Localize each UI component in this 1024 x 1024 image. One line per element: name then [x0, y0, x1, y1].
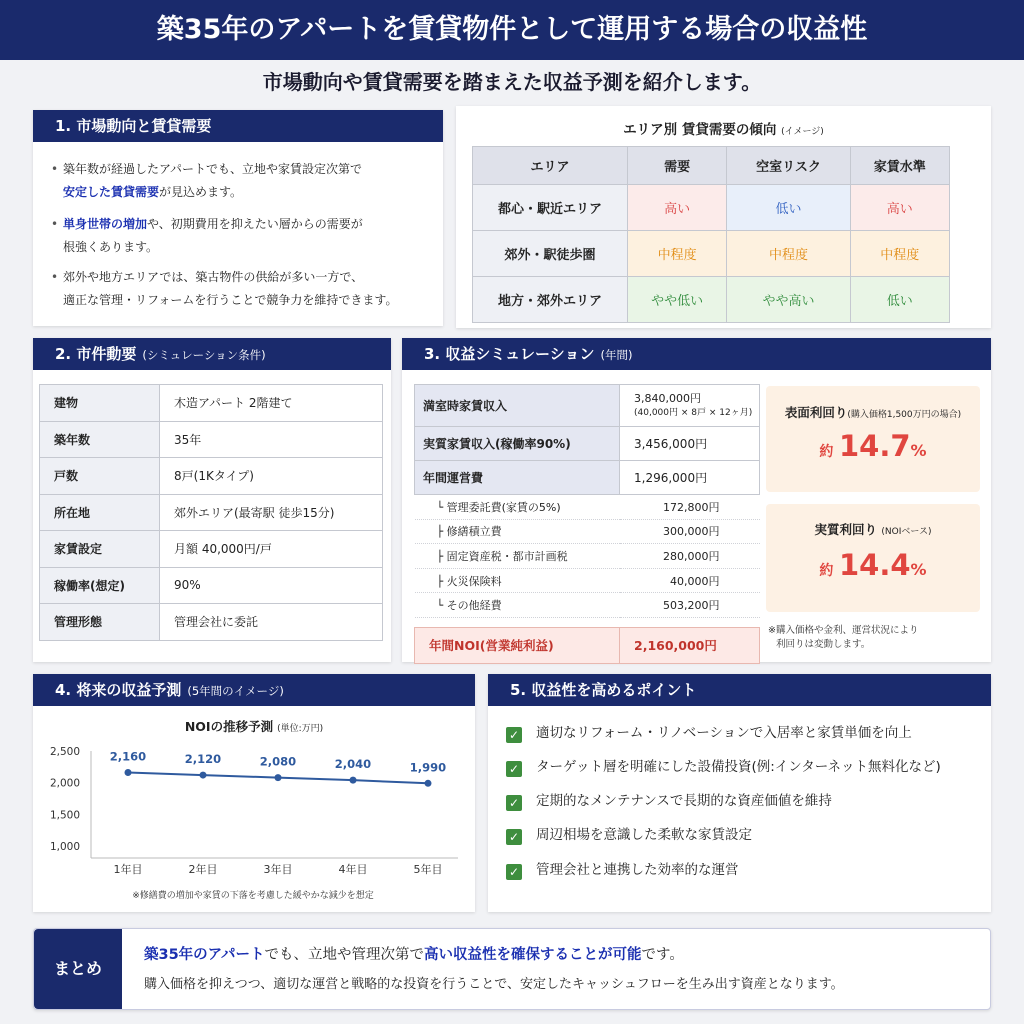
- check-icon: ✓: [506, 829, 522, 845]
- noi-row: 年間NOI(営業純利益) 2,160,000円: [415, 627, 760, 663]
- section-forecast-heading: 4. 将来の収益予測 (5年間のイメージ): [33, 674, 475, 706]
- x-tick-label: 1年目: [113, 863, 143, 876]
- x-tick-label: 5年目: [413, 863, 443, 876]
- table-row: 満室時家賃収入 3,840,000円 (40,000円 × 8戸 × 12ヶ月): [415, 385, 760, 427]
- y-tick-label: 1,000: [49, 841, 80, 853]
- chart-title: NOIの推移予測 (単位:万円): [184, 719, 324, 734]
- highlight-stable-demand: 安定した賃貸需要: [63, 185, 160, 199]
- section-points-heading: 5. 収益性を高めるポイント: [488, 674, 991, 706]
- list-item: ✓ 適切なリフォーム・リノベーションで入居率と家賃単価を向上: [506, 721, 912, 743]
- yield-footnote: ※購入価格や金利、運営状況により 利回りは変動します。: [768, 625, 919, 650]
- x-tick-label: 3年目: [263, 863, 293, 876]
- check-icon: ✓: [506, 795, 522, 811]
- list-item: ✓ ターゲット層を明確にした設備投資(例:インターネット無料化など): [506, 755, 941, 777]
- section-simulation: [402, 338, 991, 662]
- summary-line-2: 購入価格を抑えつつ、適切な運営と戦略的な投資を行うことで、安定したキャッシュフローを生み出す資産となります。: [144, 977, 844, 992]
- table-row: 実質家賃収入(稼働率90%) 3,456,000円: [415, 427, 760, 461]
- table-row: ├ 修繕積立費 300,000円: [415, 519, 760, 544]
- section-simulation-heading: 3. 収益シミュレーション (年間): [402, 338, 991, 370]
- data-point: [275, 774, 282, 781]
- data-point: [200, 772, 207, 779]
- chart-note: ※修繕費の増加や家賃の下落を考慮した緩やかな減少を想定: [132, 891, 374, 901]
- data-point: [425, 780, 432, 787]
- table-row: ├ 火災保険料 40,000円: [415, 568, 760, 593]
- list-item: ✓ 周辺相場を意識した柔軟な家賃設定: [506, 823, 752, 845]
- check-icon: ✓: [506, 727, 522, 743]
- demand-table: [472, 146, 950, 323]
- table-row: 年間運営費 1,296,000円: [415, 461, 760, 495]
- x-tick-label: 2年目: [188, 863, 218, 876]
- net-yield-value: 約 14.4%: [819, 548, 927, 582]
- table-row: 郊外・駅徒歩圏 中程度 中程度 中程度: [473, 231, 950, 277]
- y-tick-label: 2,000: [49, 777, 80, 790]
- check-icon: ✓: [506, 761, 522, 777]
- table-row: └ 管理委託費(家賃の5%) 172,800円: [415, 495, 760, 520]
- table-row: [415, 617, 760, 627]
- section-conditions: [33, 338, 391, 662]
- list-item: ✓ 定期的なメンテナンスで長期的な資産価値を維持: [506, 789, 832, 811]
- data-label: 2,120: [184, 752, 222, 767]
- demand-table-card: [456, 106, 991, 328]
- table-row: 築年数 35年: [40, 421, 383, 458]
- conditions-table: [39, 384, 383, 641]
- table-row: 戸数 8戸(1Kタイプ): [40, 458, 383, 495]
- bullet-3: • 郊外や地方エリアでは、築古物件の供給が多い一方で、 適正な管理・リフォームを行うことで競争力を維持できます。: [63, 266, 397, 312]
- data-label: 2,080: [259, 754, 297, 769]
- x-tick-label: 4年目: [338, 863, 368, 876]
- section-market: [33, 110, 443, 326]
- table-row: 建物 木造アパート 2階建て: [40, 385, 383, 422]
- simulation-table: [414, 384, 760, 664]
- table-row: 稼働率(想定) 90%: [40, 567, 383, 604]
- section-market-heading: 1. 市場動向と賃貸需要: [33, 110, 443, 142]
- bullet-2: • 単身世帯の増加や、初期費用を抑えたい層からの需要が 根強くあります。: [63, 213, 363, 259]
- data-label: 1,990: [409, 760, 447, 775]
- section-points: [488, 674, 991, 912]
- noi-chart: [33, 706, 475, 912]
- table-row: ├ 固定資産税・都市計画税 280,000円: [415, 544, 760, 569]
- table-row: 都心・駅近エリア 高い 低い 高い: [473, 185, 950, 231]
- section-conditions-heading: 2. 市件動要 (シミュレーション条件): [33, 338, 391, 370]
- section-forecast: [33, 674, 475, 912]
- table-row: 所在地 郊外エリア(最寄駅 徒歩15分): [40, 494, 383, 531]
- data-point: [125, 769, 132, 776]
- check-icon: ✓: [506, 864, 522, 880]
- page-subtitle: 市場動向や賃貸需要を踏まえた収益予測を紹介します。: [262, 70, 762, 94]
- table-row: 管理形態 管理会社に委託: [40, 604, 383, 641]
- net-yield-box: 実質利回り (NOIベース) 約 14.4%: [766, 504, 980, 612]
- table-row: 地方・郊外エリア やや低い やや高い 低い: [473, 277, 950, 323]
- table-row: └ その他経費 503,200円: [415, 593, 760, 618]
- list-item: ✓ 管理会社と連携した効率的な運営: [506, 858, 739, 880]
- summary-box: [33, 928, 991, 1010]
- table-row: 家賃設定 月額 40,000円/戸: [40, 531, 383, 568]
- gross-yield-box: 表面利回り(購入価格1,500万円の場合) 約 14.7%: [766, 386, 980, 492]
- demand-table-header: エリア 需要 空室リスク 家賃水準: [473, 147, 950, 185]
- highlight-single-households: 単身世帯の増加: [63, 217, 148, 231]
- gross-yield-value: 約 14.7%: [819, 429, 927, 463]
- bullet-1: • 築年数が経過したアパートでも、立地や家賃設定次第で 安定した賃貸需要が見込めます。: [63, 158, 362, 204]
- data-point: [350, 777, 357, 784]
- summary-line-1: 築35年のアパートでも、立地や管理次第で高い収益性を確保することが可能です。: [144, 947, 684, 963]
- y-tick-label: 1,500: [49, 809, 80, 822]
- page-title: 築35年のアパートを賃貸物件として運用する場合の収益性: [0, 0, 1024, 60]
- data-label: 2,160: [109, 749, 147, 764]
- y-tick-label: 2,500: [49, 746, 80, 758]
- data-label: 2,040: [334, 757, 372, 772]
- demand-table-title: エリア別 賃貸需要の傾向 (イメージ): [623, 122, 824, 138]
- summary-label: まとめ: [34, 929, 122, 1009]
